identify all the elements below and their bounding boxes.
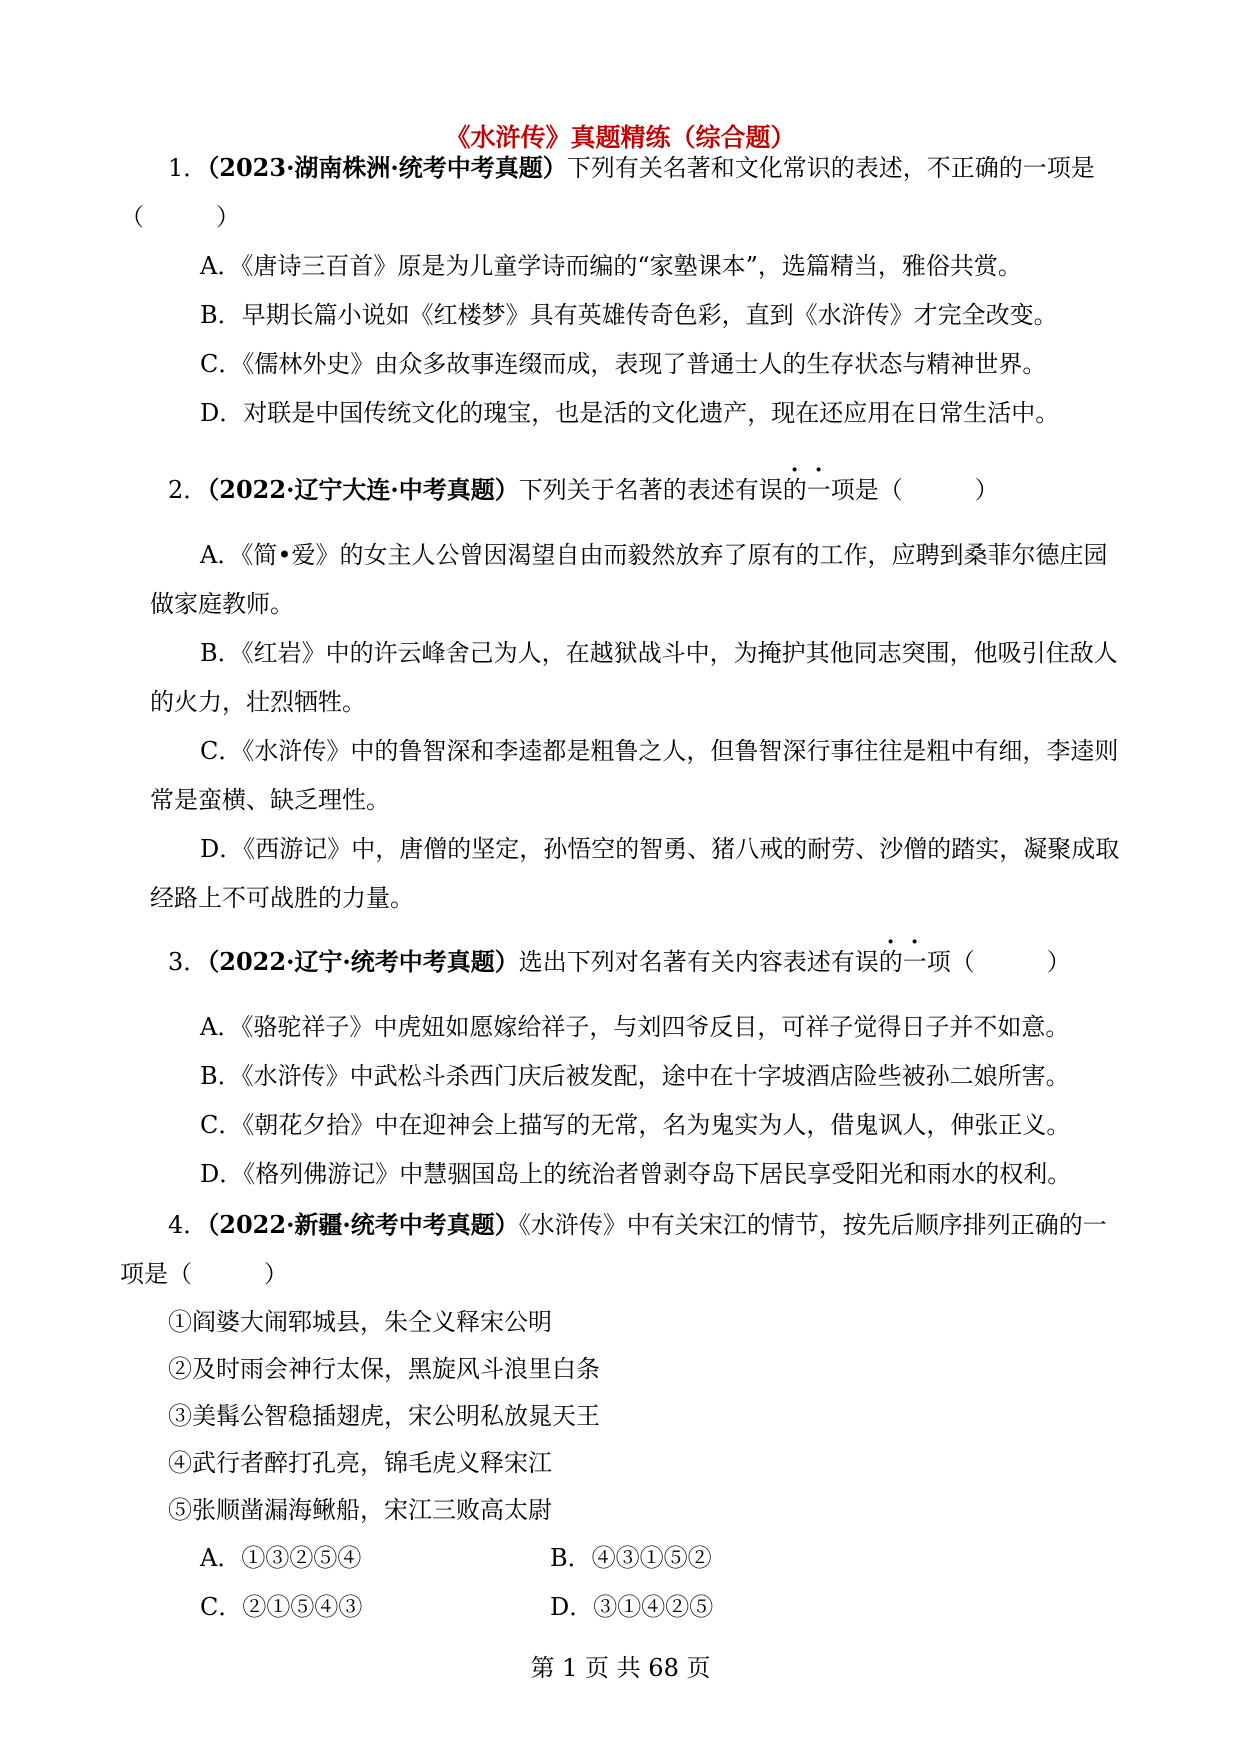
- option-d: D．③①④②⑤: [550, 1593, 714, 1621]
- list-item: ⑤张顺凿漏海鳅船，宋江三败高太尉: [168, 1496, 552, 1524]
- emphasis-char: · 误: [855, 948, 879, 976]
- option-c: C．《儒林外史》由众多故事连缀而成，表现了普通士人的生存状态与精神世界。: [200, 350, 1047, 378]
- option-b: B．④③①⑤②: [550, 1544, 712, 1572]
- emphasis-char: · 有: [831, 948, 855, 976]
- list-item: ②及时雨会神行太保，黑旋风斗浪里白条: [168, 1355, 600, 1383]
- option-b: B．《水浒传》中武松斗杀西门庆后被发配，途中在十字坡酒店险些被孙二娘所害。: [200, 1062, 1070, 1090]
- question-text: 选出下列对名著有关内容表述: [518, 948, 831, 976]
- list-item: ④武行者醉打孔亮，锦毛虎义释宋江: [168, 1449, 552, 1477]
- question-text: 的一项（ ）: [878, 948, 1071, 976]
- option-d: D．对联是中国传统文化的瑰宝，也是活的文化遗产，现在还应用在日常生活中。: [200, 399, 1060, 427]
- question-1-stem: [120, 143, 1125, 242]
- option-a: A．《简•爱》的女主人公曾因渴望自由而毅然放弃了原有的工作，应聘到桑菲尔德庄园做家庭教师。: [150, 541, 1108, 618]
- option-d: D．《格列佛游记》中慧骃国岛上的统治者曾剥夺岛下居民享受阳光和雨水的权利。: [200, 1160, 1072, 1188]
- emphasis-char: · 误: [759, 476, 783, 504]
- list-item: ①阎婆大闹郓城县，朱仝义释宋公明: [168, 1308, 552, 1336]
- question-text: 下列关于名著的表述: [518, 476, 735, 504]
- option-c: C．《水浒传》中的鲁智深和李逵都是粗鲁之人，但鲁智深行事往往是粗中有细，李逵则常是蛮横、缺乏理性。: [150, 737, 1119, 814]
- option-c: C．《朝花夕拾》中在迎神会上描写的无常，名为鬼实为人，借鬼讽人，伸张正义。: [200, 1111, 1071, 1139]
- option-c: C．②①⑤④③: [200, 1593, 363, 1621]
- question-source: （2022·辽宁·统考中考真题）: [207, 947, 519, 976]
- question-number: 4．: [168, 1211, 208, 1239]
- question-3-stem: [120, 937, 1125, 987]
- option-a: A．《唐诗三百首》原是为儿童学诗而编的“家塾课本”，选篇精当，雅俗共赏。: [200, 252, 1022, 280]
- page-footer: 第 1 页 共 68 页: [530, 1654, 711, 1682]
- question-2: [120, 465, 1125, 923]
- question-source: （2022·新疆·统考中考真题）: [207, 1210, 519, 1239]
- question-1: [120, 143, 1125, 438]
- question-number: 3．: [168, 948, 208, 976]
- question-number: 2．: [168, 476, 208, 504]
- option-a: A．《骆驼祥子》中虎妞如愿嫁给祥子，与刘四爷反目，可祥子觉得日子并不如意。: [200, 1013, 1070, 1041]
- emphasis-char: · 有: [735, 476, 759, 504]
- question-text: 的一项是（ ）: [782, 476, 999, 504]
- list-item: ③美髯公智稳插翅虎，宋公明私放晁天王: [168, 1402, 600, 1430]
- option-b: B．早期长篇小说如《红楼梦》具有英雄传奇色彩，直到《水浒传》才完全改变。: [200, 301, 1058, 329]
- question-text: 下列有关名著和文化常识的表述，不正确的一项是（ ）: [120, 154, 1095, 231]
- question-text: 《水浒传》中有关宋江的情节，按先后顺序排列正确的一项是（ ）: [120, 1211, 1107, 1288]
- options-row: [120, 1534, 1125, 1583]
- question-4: [120, 1200, 1125, 1632]
- option-a: A．①③②⑤④: [200, 1544, 362, 1572]
- question-3: [120, 937, 1125, 1199]
- question-4-stem: [120, 1200, 1125, 1299]
- question-2-stem: [120, 465, 1125, 515]
- question-number: 1．: [168, 154, 208, 182]
- option-b: B．《红岩》中的许云峰舍己为人，在越狱战斗中，为掩护其他同志突围，他吸引住敌人的火力，壮烈牺牲。: [150, 639, 1118, 716]
- question-source: （2022·辽宁大连·中考真题）: [207, 475, 519, 504]
- question-source: （2023·湖南株洲·统考中考真题）: [207, 153, 567, 182]
- document-title: 《水浒传》真题精练（综合题）: [445, 123, 796, 152]
- options-row: [120, 1583, 1125, 1632]
- option-d: D．《西游记》中，唐僧的坚定，孙悟空的智勇、猪八戒的耐劳、沙僧的踏实，凝聚成取经路上不可战胜的力量。: [150, 835, 1120, 912]
